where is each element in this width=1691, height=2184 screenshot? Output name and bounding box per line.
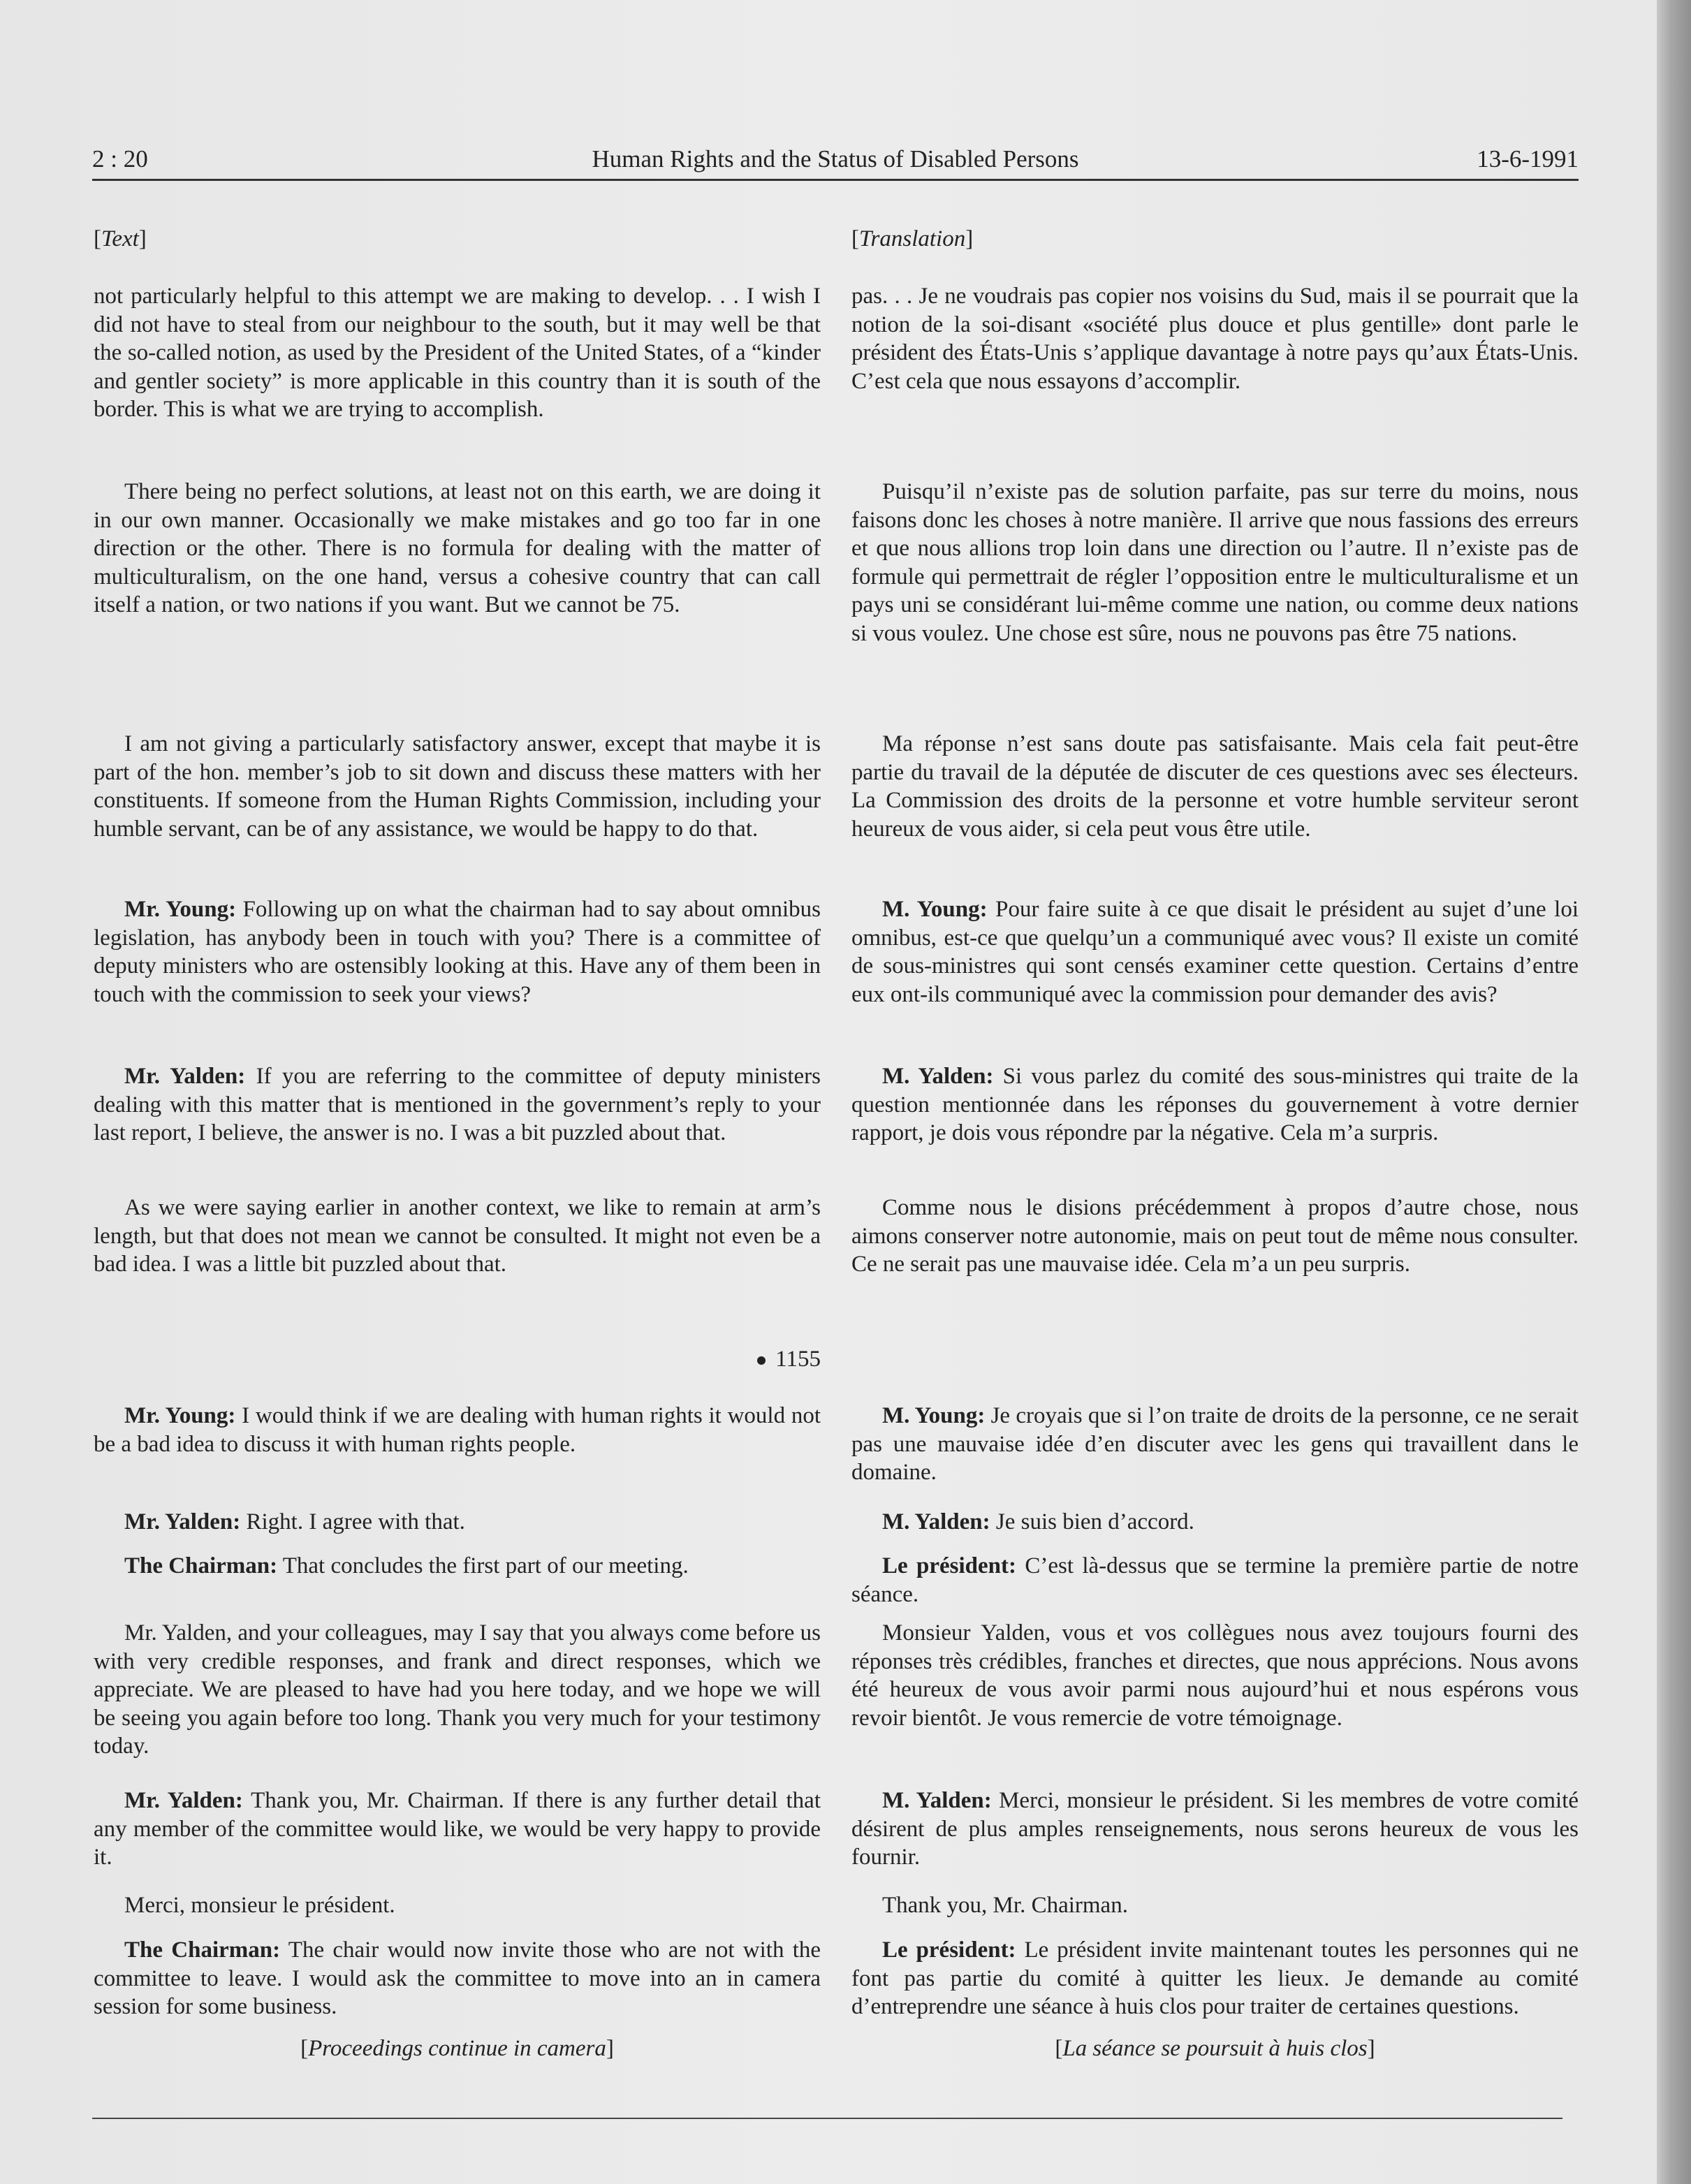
paragraph-en-young-2: Mr. Young: I would think if we are dealing with human rights it would not be a bad idea to discuss it with human rights people. [94, 1403, 821, 1457]
paragraph-en-2: There being no perfect solutions, at least not on this earth, we are doing it in our own manner. Occasionally we make mistakes and go too far in one direction or the other. There is no formula for dealing with the matter of multiculturalism, on the one hand, versus a cohesive country that can call itself a nation, or two nations if you want. But we cannot be 75. [94, 479, 821, 617]
closing-note-en: [Proceedings continue in camera] [300, 2036, 614, 2061]
paragraph-fr-1: pas. . . Je ne voudrais pas copier nos voisins du Sud, mais il se pourrait que la notion de la soi-disant «société plus douce et plus gentille» dont parle le président des États-Unis s’applique davantage à notre pays qu’aux États-Unis. C’est cela que nous essayons d’accomplir. [851, 284, 1579, 394]
paragraph-fr-12: Thank you, Mr. Chairman. [882, 1893, 1128, 1918]
running-title: Human Rights and the Status of Disabled Persons [592, 145, 1079, 173]
speaker-name: Mr. Yalden: [124, 1788, 243, 1813]
paragraph-en-10: Mr. Yalden, and your colleagues, may I say that you always come before us with very credible responses, and frank and direct responses, which we appreciate. We are pleased to have had you here today, and we hope we will be seeing you again before too long. Thank you very much for your testimony today. [94, 1620, 821, 1759]
paragraph-en-chairman-2: The Chairman: The chair would now invite those who are not with the committee to leave. I would ask the committee to move into an in camera session for some business. [94, 1937, 821, 2019]
page-header [92, 142, 1579, 176]
speaker-name: M. Yalden: [882, 1788, 992, 1813]
closing-note-fr: [La séance se poursuit à huis clos] [1055, 2036, 1375, 2061]
speaker-name: The Chairman: [124, 1937, 281, 1963]
paragraph-en-6: As we were saying earlier in another context, we like to remain at arm’s length, but that does not mean we cannot be consulted. It might not even be a bad idea. I was a little bit puzzled about that. [94, 1195, 821, 1277]
paragraph-en-chairman-1: The Chairman: That concludes the first part of our meeting. [124, 1553, 689, 1578]
paragraph-fr-young-2: M. Young: Je croyais que si l’on traite de droits de la personne, ce ne serait pas une mauvaise idée d’en discuter avec les gens qui travaillent dans le domaine. [851, 1403, 1579, 1485]
speaker-name: M. Young: [882, 897, 988, 922]
paragraph-fr-yalden-3: M. Yalden: Merci, monsieur le président. Si les membres de votre comité désirent de plus amples renseignements, nous serons heureux de vous les fournir. [851, 1788, 1579, 1870]
column-tag-text: [Text] [94, 226, 147, 251]
speaker-name: M. Yalden: [882, 1509, 990, 1534]
speaker-name: Mr. Young: [124, 1403, 236, 1428]
paragraph-fr-young-1: M. Young: Pour faire suite à ce que disait le président au sujet d’une loi omnibus, est-ce que quelqu’un a communiqué avec vous? Il existe un comité de sous-ministres qui sont censés examiner cette question. Certains d’entre eux ont-ils communiqué avec la commission pour demander des avis? [851, 897, 1579, 1007]
speaker-name: Mr. Young: [124, 897, 237, 922]
paragraph-en-1: not particularly helpful to this attempt we are making to develop. . . I wish I did not have to steal from our neighbour to the south, but it may well be that the so-called notion, as used by the President of the United States, of a “kinder and gentler society” is more applicable in this country than it is south of the border. This is what we are trying to accomplish. [94, 284, 821, 422]
speaker-name: Mr. Yalden: [124, 1064, 246, 1089]
speaker-name: Le président: [882, 1937, 1016, 1963]
header-date: 13-6-1991 [1477, 145, 1579, 173]
column-tag-translation: [Translation] [851, 226, 974, 251]
speaker-name: Mr. Yalden: [124, 1509, 241, 1534]
time-marker: 1155 [698, 1345, 821, 1373]
footer-rule [92, 2118, 1562, 2119]
paragraph-fr-yalden-2: M. Yalden: Je suis bien d’accord. [882, 1509, 1194, 1534]
speaker-name: M. Young: [882, 1403, 986, 1428]
header-rule [92, 179, 1579, 181]
paragraph-en-yalden-1: Mr. Yalden: If you are referring to the committee of deputy ministers dealing with this matter that is mentioned in the government’s reply to your last report, I believe, the answer is no. I was a bit puzzled about that. [94, 1064, 821, 1145]
paragraph-fr-2: Puisqu’il n’existe pas de solution parfaite, pas sur terre du moins, nous faisons donc les choses à notre manière. Il arrive que nous fassions des erreurs et que nous allions trop loin dans une direction ou l’autre. Il n’existe pas de formule qui permettrait de régler l’opposition entre le multiculturalisme et un pays uni se considérant lui-même comme une nation, ou comme deux nations si vous voulez. Une chose est sûre, nous ne pouvons pas être 75 nations. [851, 479, 1579, 646]
speaker-name: Le président: [882, 1553, 1016, 1578]
paragraph-en-yalden-2: Mr. Yalden: Right. I agree with that. [124, 1509, 465, 1534]
page-reference: 2 : 20 [92, 145, 148, 173]
paragraph-en-12: Merci, monsieur le président. [124, 1893, 395, 1918]
paragraph-fr-yalden-1: M. Yalden: Si vous parlez du comité des sous-ministres qui traite de la question mentionnée dans les réponses du gouvernement à votre dernier rapport, je dois vous répondre par la négative. Cela m’a surpris. [851, 1064, 1579, 1145]
paragraph-fr-6: Comme nous le disions précédemment à propos d’autre chose, nous aimons conserver notre autonomie, mais on peut tout de même nous consulter. Ce ne serait pas une mauvaise idée. Cela m’a un peu surpris. [851, 1195, 1579, 1277]
bullet-icon [757, 1356, 766, 1365]
speaker-name: The Chairman: [124, 1553, 278, 1578]
page-binding-edge [1657, 0, 1691, 2184]
paragraph-fr-chairman-1: Le président: C’est là-dessus que se termine la première partie de notre séance. [851, 1553, 1579, 1607]
speaker-name: M. Yalden: [882, 1064, 994, 1089]
paragraph-en-3: I am not giving a particularly satisfactory answer, except that maybe it is part of the hon. member’s job to sit down and discuss these matters with her constituents. If someone from the Human Rights Commission, including your humble servant, can be of any assistance, we would be happy to do that. [94, 731, 821, 842]
paragraph-fr-chairman-2: Le président: Le président invite maintenant toutes les personnes qui ne font pas partie du comité à quitter les lieux. Je demande au comité d’entreprendre une séance à huis clos pour traiter de certaines questions. [851, 1937, 1579, 2019]
paragraph-en-yalden-3: Mr. Yalden: Thank you, Mr. Chairman. If there is any further detail that any member of the committee would like, we would be very happy to provide it. [94, 1788, 821, 1870]
paragraph-fr-10: Monsieur Yalden, vous et vos collègues nous avez toujours fourni des réponses très crédibles, franches et directes, que nous apprécions. Nous avons été heureux de vous avoir parmi nous aujourd’hui et nous espérons vous revoir bientôt. Je vous remercie de votre témoignage. [851, 1620, 1579, 1731]
paragraph-fr-3: Ma réponse n’est sans doute pas satisfaisante. Mais cela fait peut-être partie du travail de la députée de discuter de ces questions avec ses électeurs. La Commission des droits de la personne et votre humble serviteur seront heureux de vous aider, si cela peut vous être utile. [851, 731, 1579, 842]
paragraph-en-young-1: Mr. Young: Following up on what the chairman had to say about omnibus legislation, has anybody been in touch with you? There is a committee of deputy ministers who are ostensibly looking at this. Have any of them been in touch with the commission to seek your views? [94, 897, 821, 1007]
